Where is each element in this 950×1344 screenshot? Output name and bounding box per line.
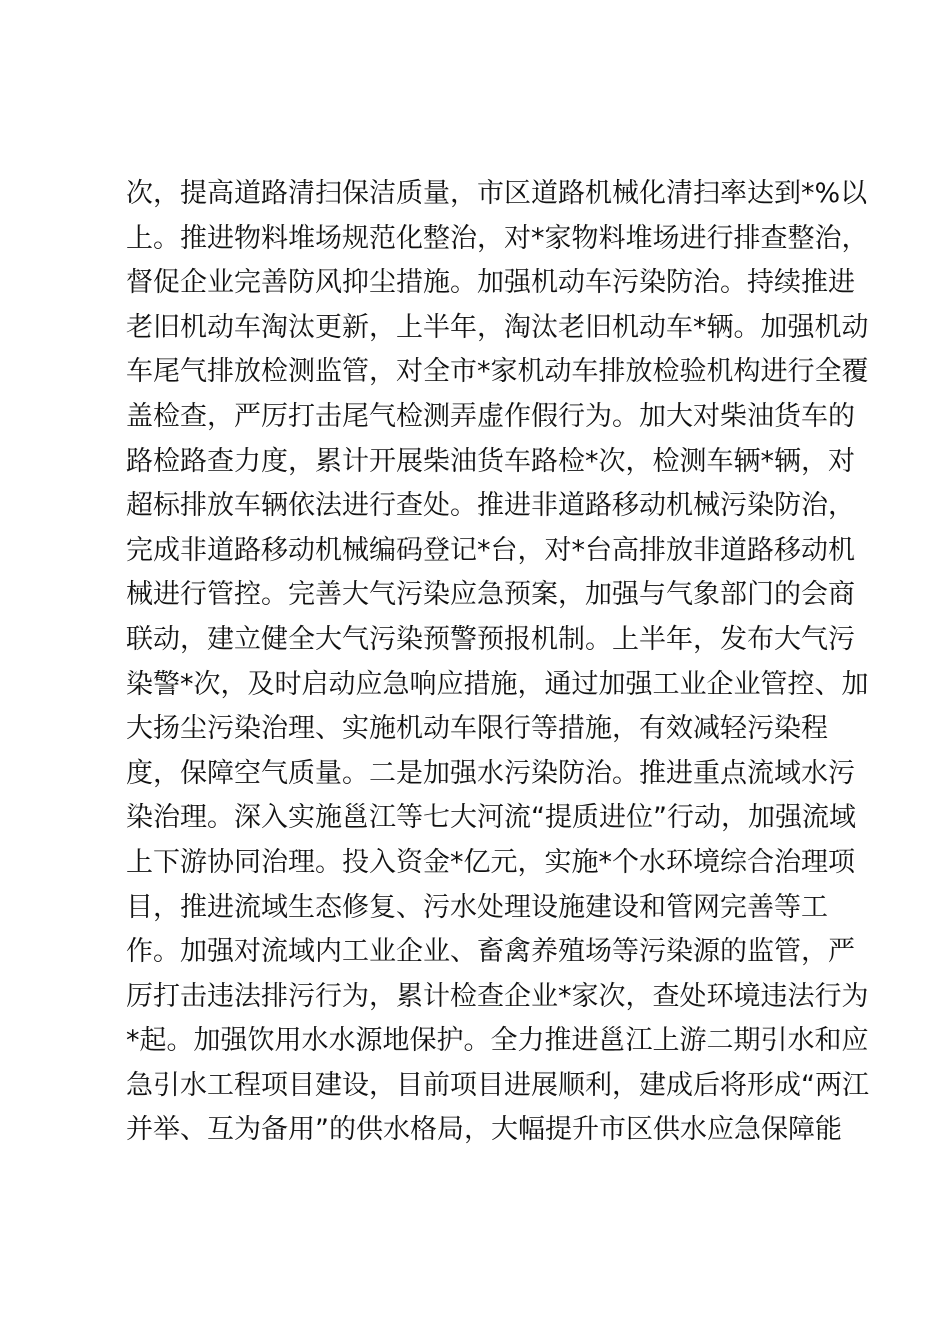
text-line: 次，提高道路清扫保洁质量，市区道路机械化清扫率达到*%以 xyxy=(126,178,868,209)
body-paragraph xyxy=(126,172,869,1153)
text-line: 大扬尘污染治理、实施机动车限行等措施，有效减轻污染程 xyxy=(126,713,828,745)
text-line: 路检路查力度，累计开展柴油货车路检*次，检测车辆*辆，对 xyxy=(126,445,855,477)
text-line: 老旧机动车淘汰更新，上半年，淘汰老旧机动车*辆。加强机动 xyxy=(126,311,869,343)
text-line: 超标排放车辆依法进行查处。推进非道路移动机械污染防治， xyxy=(126,490,855,522)
text-line: 作。加强对流域内工业企业、畜禽养殖场等污染源的监管，严 xyxy=(126,936,855,968)
text-line: 械进行管控。完善大气污染应急预案，加强与气象部门的会商 xyxy=(126,579,855,611)
text-line: 染治理。深入实施邕江等七大河流“提质进位”行动，加强流域 xyxy=(126,802,856,834)
text-line: 上。推进物料堆场规范化整治，对*家物料堆场进行排查整治， xyxy=(126,222,869,254)
text-line: 度，保障空气质量。二是加强水污染防治。推进重点流域水污 xyxy=(126,757,855,789)
text-line: 完成非道路移动机械编码登记*台，对*台高排放非道路移动机 xyxy=(126,534,855,566)
text-line: 督促企业完善防风抑尘措施。加强机动车污染防治。持续推进 xyxy=(126,267,855,299)
text-line: 车尾气排放检测监管，对全市*家机动车排放检验机构进行全覆 xyxy=(126,356,869,388)
text-line: 厉打击违法排污行为，累计检查企业*家次，查处环境违法行为 xyxy=(126,980,869,1012)
text-line: 目，推进流域生态修复、污水处理设施建设和管网完善等工 xyxy=(126,891,828,923)
text-line: *起。加强饮用水水源地保护。全力推进邕江上游二期引水和应 xyxy=(126,1025,869,1057)
text-line: 盖检查，严厉打击尾气检测弄虚作假行为。加大对柴油货车的 xyxy=(126,400,855,432)
text-line: 上下游协同治理。投入资金*亿元，实施*个水环境综合治理项 xyxy=(126,846,855,878)
text-line: 并举、互为备用”的供水格局，大幅提升市区供水应急保障能 xyxy=(126,1114,842,1146)
text-line: 联动，建立健全大气污染预警预报机制。上半年，发布大气污 xyxy=(126,623,855,655)
text-line: 急引水工程项目建设，目前项目进展顺利，建成后将形成“两江 xyxy=(126,1069,869,1101)
text-line: 染警*次，及时启动应急响应措施，通过加强工业企业管控、加 xyxy=(126,668,869,700)
